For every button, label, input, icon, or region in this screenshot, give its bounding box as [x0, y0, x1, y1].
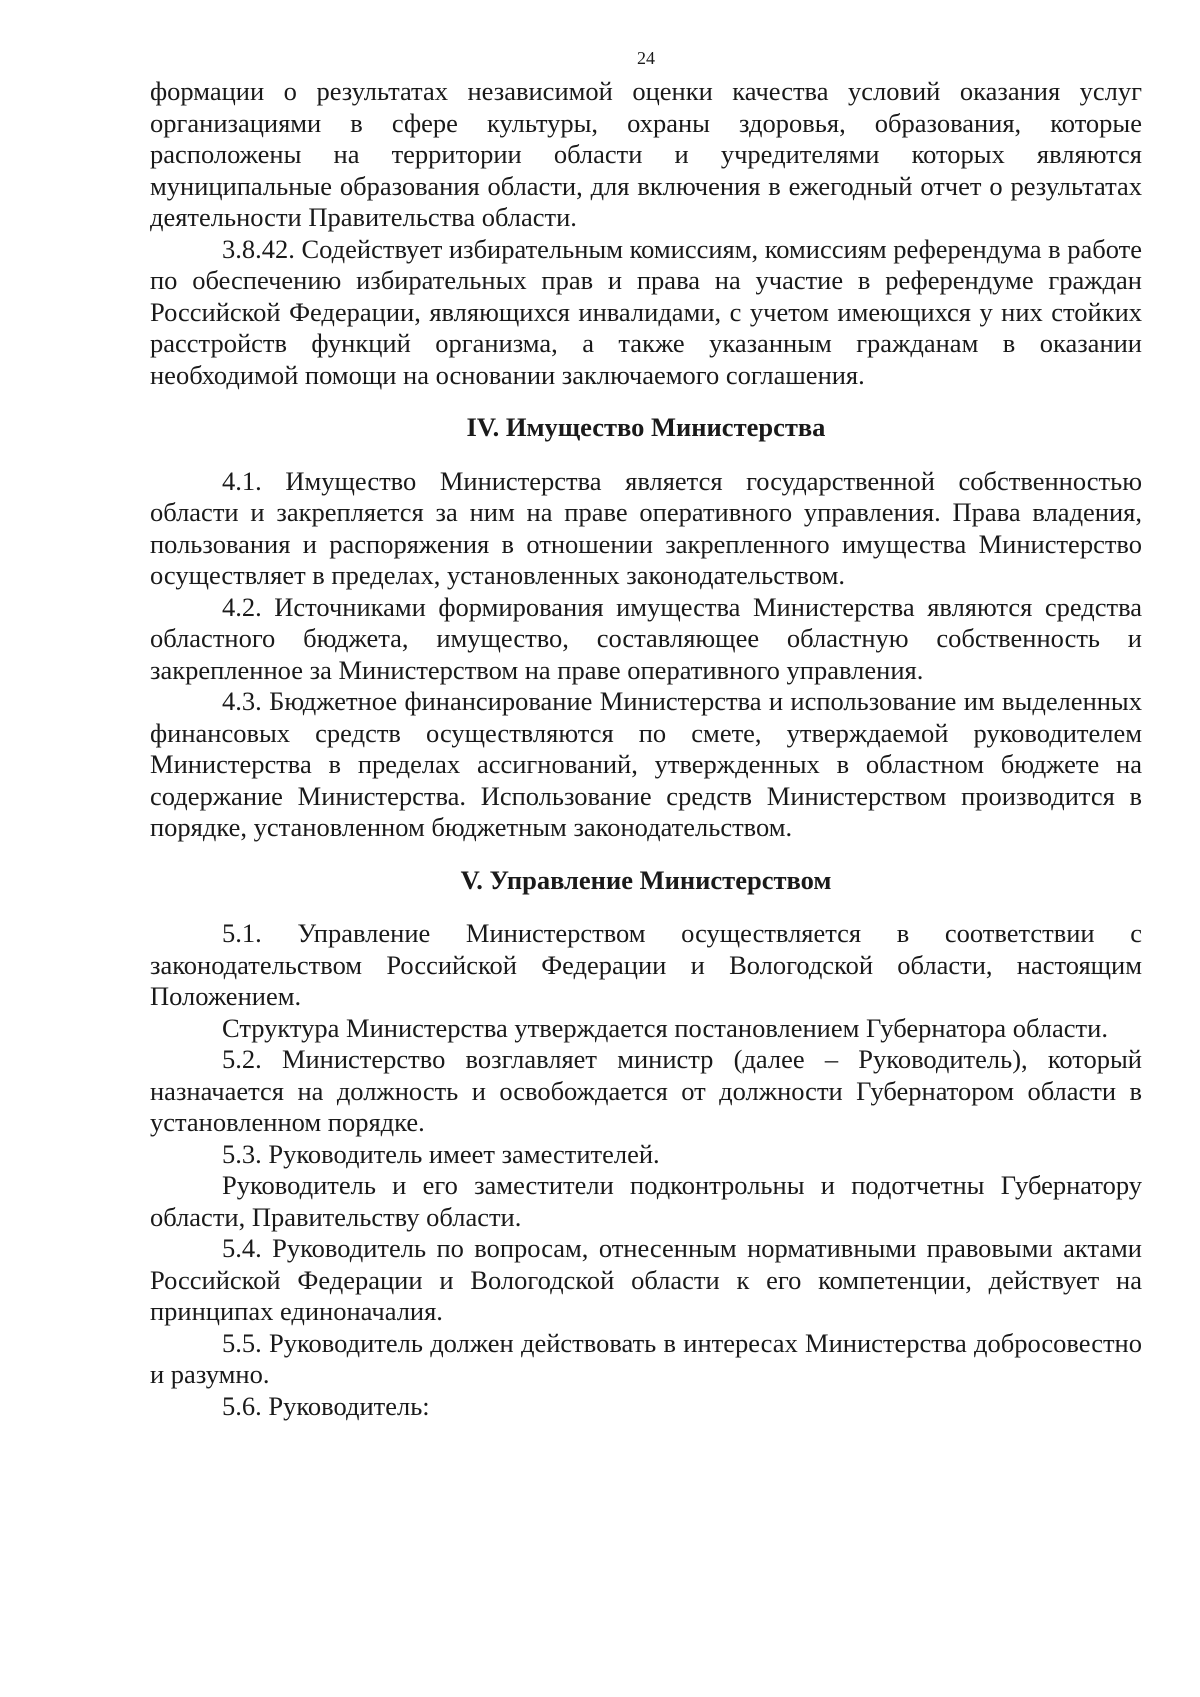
paragraph-5-5: 5.5. Руководитель должен действовать в интересах Министерства добросовестно и разумно.	[150, 1327, 1142, 1389]
document-page	[150, 40, 1142, 1422]
section-heading-iv: IV. Имущество Министерства	[466, 412, 826, 442]
paragraph-4-1: 4.1. Имущество Министерства является государственной собственностью области и закрепляется за ним на праве оперативного управления. Права владения, пользования и распоряжения в отношении закрепленного имущества Министерство осуществляет в пределах, установленных законодательством.	[150, 465, 1142, 590]
section-heading-v: V. Управление Министерством	[460, 864, 832, 895]
paragraph-5-6: 5.6. Руководитель:	[222, 1390, 430, 1421]
paragraph-subordination: Руководитель и его заместители подконтрольны и подотчетны Губернатору области, Правительству области.	[150, 1170, 1142, 1232]
paragraph-5-4: 5.4. Руководитель по вопросам, отнесенным нормативными правовыми актами Российской Федерации и Вологодской области к его компетенции, действует на принципах единоначалия.	[150, 1233, 1142, 1326]
paragraph-5-3: 5.3. Руководитель имеет заместителей.	[222, 1138, 660, 1169]
paragraph-5-2: 5.2. Министерство возглавляет министр (далее – Руководитель), который назначается на должность и освобождается от должности Губернатором области в установленном порядке.	[150, 1044, 1142, 1137]
page-number: 24	[637, 48, 655, 68]
paragraph-structure: Структура Министерства утверждается постановлением Губернатора области.	[222, 1012, 1108, 1043]
paragraph-4-3: 4.3. Бюджетное финансирование Министерства и использование им выделенных финансовых средств осуществляются по смете, утверждаемой руководителем Министерства в пределах ассигнований, утвержденных в областном бюджете на содержание Министерства. Использование средств Министерством производится в порядке, установленном бюджетным законодательством.	[150, 686, 1142, 842]
paragraph-5-1: 5.1. Управление Министерством осуществляется в соответствии с законодательством Российской Федерации и Вологодской области, настоящим Положением.	[150, 918, 1142, 1011]
paragraph-3-8-42: 3.8.42. Содействует избирательным комиссиям, комиссиям референдума в работе по обеспечению избирательных прав и права на участие в референдуме граждан Российской Федерации, являющихся инвалидами, с учетом имеющихся у них стойких расстройств функций организма, а также указанным гражданам в оказании необходимой помощи на основании заключаемого соглашения.	[150, 233, 1142, 390]
paragraph-continuation: формации о результатах независимой оценки качества условий оказания услуг организациями в сфере культуры, охраны здоровья, образования, которые расположены на территории области и учредителями которых являются муниципальные образования области, для включения в ежегодный отчет о результатах деятельности Правительства области.	[150, 76, 1142, 232]
paragraph-4-2: 4.2. Источниками формирования имущества Министерства являются средства областного бюджета, имущество, составляющее областную собственность и закрепленное за Министерством на праве оперативного управления.	[150, 591, 1142, 685]
